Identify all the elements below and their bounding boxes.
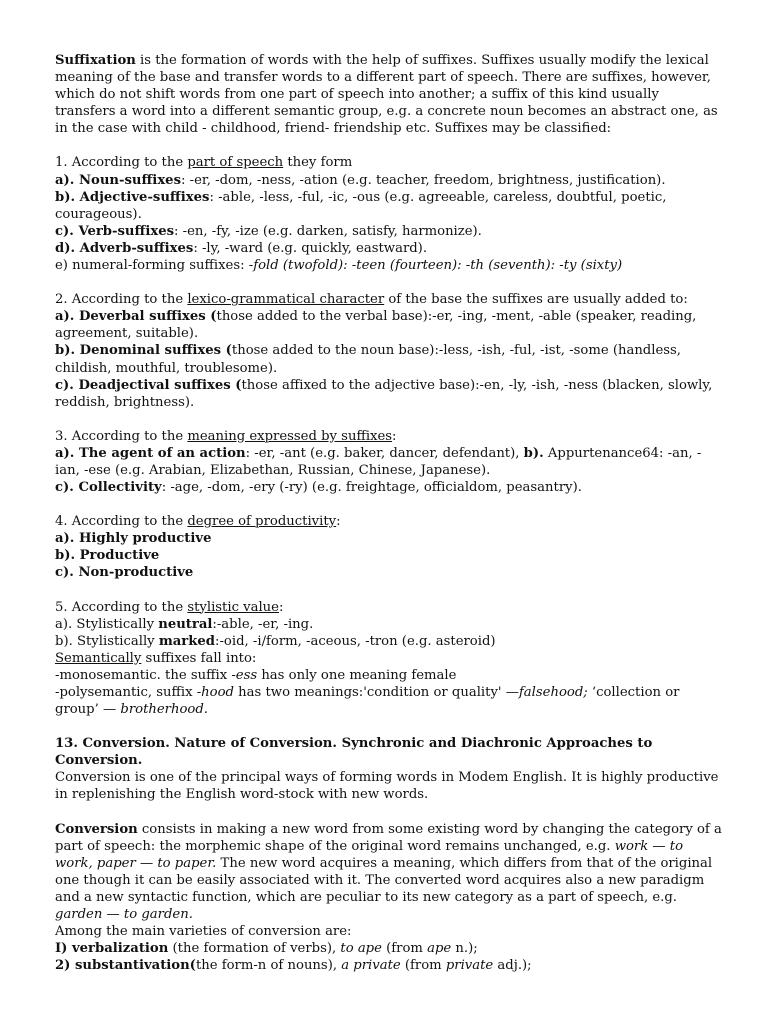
section-5-heading: 5. According to the stylistic value: bbox=[55, 599, 284, 615]
highly-productive: a). Highly productive bbox=[55, 531, 212, 547]
section-4-heading: 4. According to the degree of productivity: bbox=[55, 514, 341, 530]
numeral-suffixes: e) numeral-forming suffixes: -fold (twofold): -teen (fourteen): -th (seventh): -ty (sixty) bbox=[55, 258, 623, 274]
term-suffixation: Suffixation bbox=[55, 53, 136, 68]
productive: b). Productive bbox=[55, 548, 160, 564]
polysemantic-line: -polysemantic, suffix -hood has two meanings:'condition or quality' —falsehood; ‘collection or group’ — brotherhood. bbox=[55, 685, 680, 718]
verbalization-line: I) verbalization (the formation of verbs), to ape (from ape n.); bbox=[55, 941, 478, 957]
adjective-suffixes: b). Adjective-suffixes: -able, -less, -ful, -ic, -ous (e.g. agreeable, careless, doubtful, poetic, courageous). bbox=[55, 189, 667, 222]
collectivity-suffixes: c). Collectivity: -age, -dom, -ery (-ry) (e.g. freightage, officialdom, peasantry). bbox=[55, 480, 582, 496]
conversion-heading: 13. Conversion. Nature of Conversion. Synchronic and Diachronic Approaches to Conversion. bbox=[55, 736, 653, 769]
deadjectival-suffixes: c). Deadjectival suffixes (those affixed to the adjective base):-en, -ly, -ish, -ness (blacken, slowly, reddish, brightness). bbox=[55, 377, 713, 410]
deverbal-suffixes: a). Deverbal suffixes (those added to the verbal base):-er, -ing, -ment, -able (speaker, reading, agreement, suitable). bbox=[55, 309, 697, 342]
substantivation-line: 2) substantivation(the form-n of nouns), a private (from private adj.); bbox=[55, 958, 532, 974]
semantically-line: Semantically suffixes fall into: bbox=[55, 650, 257, 666]
intro-paragraph: Suffixation is the formation of words with the help of suffixes. Suffixes usually modify the lexical meaning of the base and transfer words to a different part of speech. There are suffixes, however, which do not shift words from one part of speech into another; a suffix of this kind usually transfers a word into a different semantic group, e.g. a concrete noun becomes an abstract one, as in the case with child - childhood, friend- friendship etc. Suffixes may be classified: bbox=[55, 53, 718, 137]
document-page bbox=[55, 52, 723, 974]
varieties-line: Among the main varieties of conversion are: bbox=[55, 924, 352, 940]
noun-suffixes: a). Noun-suffixes: -er, -dom, -ness, -ation (e.g. teacher, freedom, brightness, justification). bbox=[55, 172, 666, 188]
adverb-suffixes: d). Adverb-suffixes: -ly, -ward (e.g. quickly, eastward). bbox=[55, 240, 428, 256]
monosemantic-line: -monosemantic. the suffix -ess has only one meaning female bbox=[55, 667, 457, 683]
denominal-suffixes: b). Denominal suffixes (those added to the noun base):-less, -ish, -ful, -ist, -some (handless, childish, mouthful, troublesome). bbox=[55, 343, 682, 376]
marked-suffixes: b). Stylistically marked:-oid, -i/form, -aceous, -tron (e.g. asteroid) bbox=[55, 633, 496, 649]
neutral-suffixes: a). Stylistically neutral:-able, -er, -ing. bbox=[55, 616, 314, 632]
section-3-heading: 3. According to the meaning expressed by suffixes: bbox=[55, 428, 397, 444]
conversion-intro: Conversion is one of the principal ways of forming words in Modem English. It is highly productive in replenishing the English word-stock with new words. bbox=[55, 770, 719, 803]
agent-suffixes: a). The agent of an action: -er, -ant (e.g. baker, dancer, defendant), b). Appurtenance64: -an, -ian, -ese (e.g. Arabian, Elizabethan, Russian, Chinese, Japanese). bbox=[55, 445, 702, 478]
conversion-definition: Conversion consists in making a new word from some existing word by changing the category of a part of speech: the morphemic shape of the original word remains unchanged, e.g. work — to work, paper — to paper. The new word acquires a meaning, which differs from that of the original one though it can be easily associated with it. The converted word acquires also a new paradigm and a new syntactic function, which are peculiar to its new category as a part of speech, e.g. garden — to garden. bbox=[55, 821, 722, 923]
section-1-heading: 1. According to the part of speech they form bbox=[55, 155, 353, 171]
verb-suffixes: c). Verb-suffixes: -en, -fy, -ize (e.g. darken, satisfy, harmonize). bbox=[55, 223, 482, 239]
non-productive: c). Non-productive bbox=[55, 565, 194, 581]
section-2-heading: 2. According to the lexico-grammatical character of the base the suffixes are usually added to: bbox=[55, 292, 688, 308]
